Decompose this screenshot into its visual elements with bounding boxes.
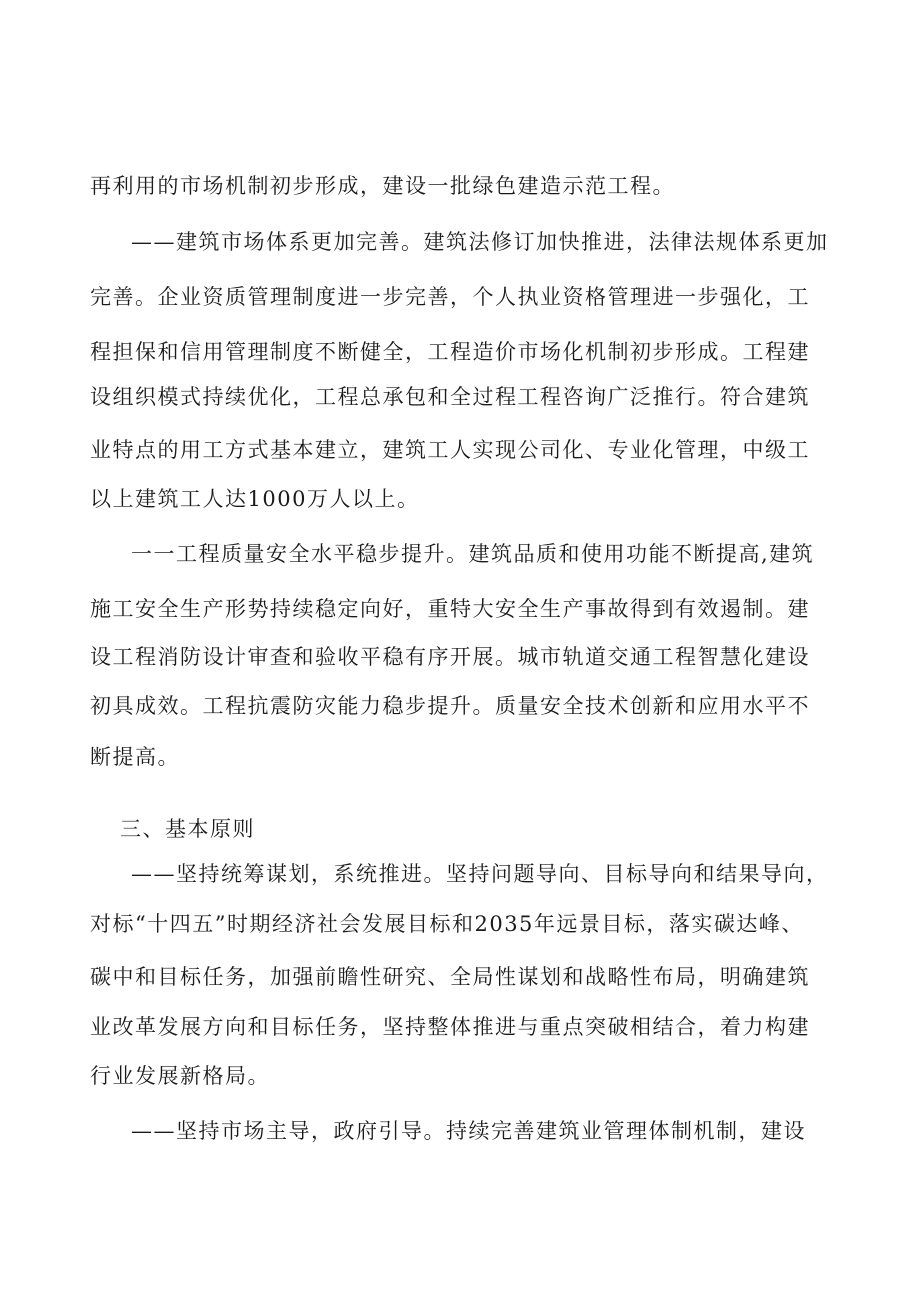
paragraph-3-line-4: 初具成效。工程抗震防灾能力稳步提升。质量安全技术创新和应用水平不 [90, 694, 810, 718]
paragraph-3-line-2: 施工安全生产形势持续稳定向好，重特大安全生产事故得到有效遏制。建 [90, 597, 810, 621]
paragraph-2-line-4: 设组织模式持续优化，工程总承包和全过程工程咨询广泛推行。符合建筑 [90, 385, 810, 409]
paragraph-2-line-2: 完善。企业资质管理制度进一步完善，个人执业资格管理进一步强化，工 [90, 285, 810, 309]
paragraph-1-line-1: 再利用的市场机制初步形成，建设一批绿色建造示范工程。 [90, 174, 675, 198]
paragraph-3-line-1: 一一工程质量安全水平稳步提升。建筑品质和使用功能不断提高,建筑 [131, 542, 815, 566]
paragraph-4-line-3: 碳中和目标任务，加强前瞻性研究、全局性谋划和战略性布局，明确建筑 [90, 965, 810, 989]
paragraph-5-line-1: ——坚持市场主导，政府引导。持续完善建筑业管理体制机制，建设 [131, 1119, 806, 1143]
paragraph-2-line-5: 业特点的用工方式基本建立，建筑工人实现公司化、专业化管理，中级工 [90, 438, 810, 462]
paragraph-2-line-6: 以上建筑工人达1000万人以上。 [90, 487, 420, 511]
paragraph-4-line-5: 行业发展新格局。 [90, 1064, 270, 1088]
section-heading: 三、基本原则 [120, 817, 255, 841]
paragraph-2-line-3: 程担保和信用管理制度不断健全，工程造价市场化机制初步形成。工程建 [90, 340, 810, 364]
paragraph-2-line-1: ——建筑市场体系更加完善。建筑法修订加快推进，法律法规体系更加 [131, 230, 829, 254]
paragraph-4-line-2: 对标“十四五”时期经济社会发展目标和2035年远景目标，落实碳达峰、 [90, 912, 804, 936]
paragraph-4-line-1: ——坚持统筹谋划，系统推进。坚持问题导向、目标导向和结果导向， [131, 862, 829, 886]
paragraph-3-line-3: 设工程消防设计审查和验收平稳有序开展。城市轨道交通工程智慧化建设 [90, 645, 810, 669]
paragraph-3-line-5: 断提高。 [90, 745, 180, 769]
paragraph-4-line-4: 业改革发展方向和目标任务，坚持整体推进与重点突破相结合，着力构建 [90, 1015, 810, 1039]
